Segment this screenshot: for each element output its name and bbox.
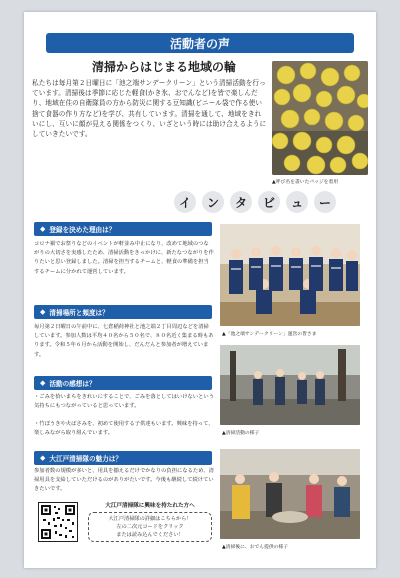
document-page — [24, 12, 376, 568]
diamond-icon: ◆ — [40, 308, 46, 316]
qr-code-icon — [39, 503, 77, 541]
interview-char: ュ — [286, 191, 308, 213]
group-photo — [220, 224, 360, 326]
group-photo-caption: ▲「池之端サンデークリーン」運営の皆さま — [222, 332, 317, 337]
question-heading-1 — [34, 222, 212, 236]
answer-text-3b: ・竹ぼうきや火ばさみを、初めて使用する子供達もいます。興味を持って、楽しみながら取り組んでいます。 — [34, 421, 214, 437]
badges-illustration — [272, 61, 368, 175]
oden-photo — [220, 449, 360, 539]
question-heading-3 — [34, 376, 212, 390]
badges-photo — [272, 61, 368, 175]
interview-char: タ — [230, 191, 252, 213]
oden-illustration — [220, 449, 360, 539]
page-headline: 清掃からはじまる地域の輪 — [91, 60, 236, 74]
question-label: 活動の感想は？ — [49, 380, 96, 388]
badges-photo-caption: ▲呼び名を書いたバッジを着用 — [272, 180, 339, 185]
interview-char: ー — [314, 191, 336, 213]
interview-char: ビ — [258, 191, 280, 213]
recruit-title: 大江戸清掃隊に興味を持たれた方へ — [105, 503, 195, 509]
recruit-box — [88, 502, 212, 554]
question-heading-2 — [34, 305, 212, 319]
cleaning-illustration — [220, 345, 360, 425]
question-label: 登録を決めた理由は？ — [49, 226, 116, 234]
diamond-icon: ◆ — [40, 379, 46, 387]
answer-text-1: コロナ禍でお祭りなどのイベントが軒並み中止になり、改めて地域のつながりの大切さを実感したため、清掃活動をきっかけに、新たなつながりを作りたいと思い登録しました。清掃を担当するチームと、軽食の準備を担当するチームに分かれて運営しています。 — [34, 241, 214, 275]
question-label: 清掃場所と頻度は？ — [49, 309, 109, 317]
oden-photo-caption: ▲清掃後に、おでん提供の様子 — [222, 545, 289, 550]
recruit-line-1: 大江戸清掃隊の詳細はこちらから！ — [108, 516, 192, 522]
qr-code[interactable] — [38, 502, 78, 542]
diamond-icon: ◆ — [40, 225, 46, 233]
diamond-icon: ◆ — [40, 454, 46, 462]
interview-heading — [174, 188, 336, 216]
recruit-details — [88, 512, 212, 542]
cleaning-photo — [220, 345, 360, 425]
group-illustration — [220, 224, 360, 326]
answer-text-4: 参加者数の規模が多いと、用具を揃えるだけでかなりの負担になるため、清掃用具を支給していただけるのがありがたいです。今後も継続して続けていきたいです。 — [34, 468, 214, 493]
intro-paragraph: 私たちは毎月第２日曜日に「池之端サンデークリーン」という清掃活動を行っています。清掃後は季節に応じた軽食(かき氷、おでんなど)を皆で楽しんだり、地域在住の自衛隊員の方から防災に関する豆知識(ビニール袋で作る使い捨て食器の作り方など)を学び、共有しています。清掃を通して、地域をきれいにし、互いに顔が見える関係をつくり、いざという時には助け合えるようにしていきたいです。 — [32, 79, 267, 139]
recruit-line-2: 左の二次元コードをクリック — [116, 524, 184, 530]
answer-text-2: 毎月第２日曜日の午前中に、七倉稲荷神社と池之端２丁目周辺などを清掃しています。参加人数は平均４０名から５０名で、８０名近く集まる時もあります。令和５年６月から活動を開始し、だんだんと参加者が増えています。 — [34, 324, 214, 358]
question-heading-4 — [34, 451, 212, 465]
cleaning-photo-caption: ▲清掃活動の様子 — [222, 431, 260, 436]
section-banner: 活動者の声 — [46, 33, 354, 53]
question-label: 大江戸清掃隊の魅力は？ — [49, 455, 122, 463]
interview-char: イ — [174, 191, 196, 213]
recruit-line-3: または読み込んでください！ — [116, 532, 184, 538]
interview-char: ン — [202, 191, 224, 213]
answer-text-3a: ・ごみを拾いまちをきれいにすることで、ごみを落としてはいけないという気持ちにもつながっていると思っています。 — [34, 394, 214, 410]
